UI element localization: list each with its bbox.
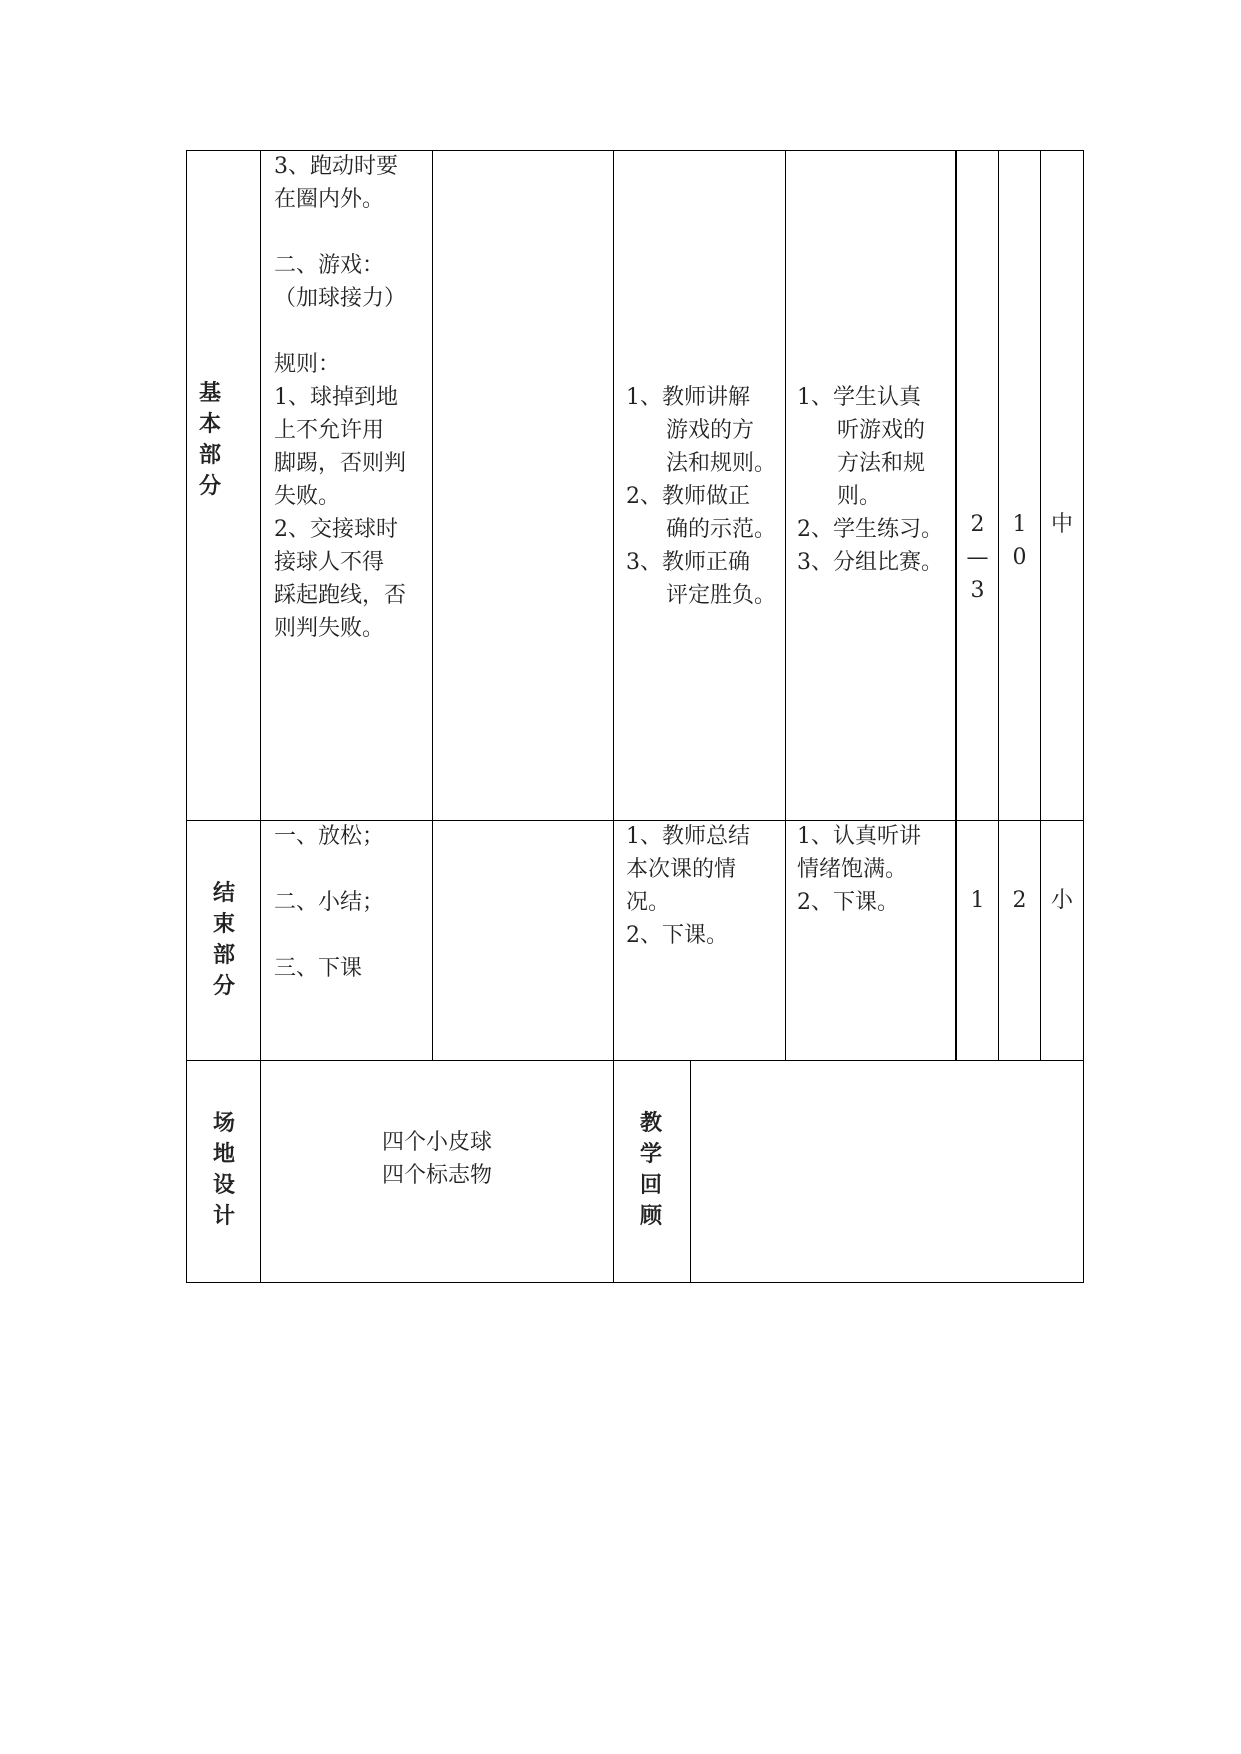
ending-student-cell bbox=[797, 820, 953, 919]
field-design-content bbox=[261, 1126, 613, 1192]
count-char: 3 bbox=[970, 578, 985, 603]
label-char: 地 bbox=[212, 1142, 235, 1167]
col-divider-content bbox=[432, 150, 433, 1061]
student-line: 2、下课。 bbox=[797, 890, 899, 915]
content-line: 失败。 bbox=[274, 484, 341, 509]
label-char: 教 bbox=[639, 1111, 662, 1136]
ending-time bbox=[999, 884, 1040, 917]
teacher-line: 法和规则。 bbox=[666, 451, 777, 476]
label-char: 分 bbox=[198, 474, 221, 499]
time-value: 2 bbox=[1012, 888, 1027, 913]
content-line: 3、跑动时要 bbox=[274, 154, 398, 179]
field-line: 四个小皮球 bbox=[381, 1130, 492, 1155]
ending-intensity bbox=[1041, 884, 1083, 917]
teaching-review-label bbox=[627, 1108, 675, 1232]
ending-count bbox=[957, 884, 998, 917]
basic-content-cell bbox=[274, 150, 430, 645]
count-char: 2 bbox=[970, 512, 985, 537]
time-char: 0 bbox=[1012, 545, 1027, 570]
content-line bbox=[274, 919, 430, 952]
basic-section-label bbox=[186, 378, 234, 502]
label-char: 分 bbox=[212, 974, 235, 999]
content-line: 三、下课 bbox=[274, 956, 363, 981]
col-divider-count bbox=[998, 150, 999, 1061]
ending-content-cell bbox=[274, 820, 430, 985]
content-line: 2、交接球时 bbox=[274, 517, 398, 542]
teacher-line: 2、教师做正 bbox=[626, 484, 750, 509]
label-char: 设 bbox=[212, 1173, 235, 1198]
label-char: 顾 bbox=[639, 1204, 662, 1229]
col-divider-label bbox=[260, 150, 261, 1283]
label-char: 学 bbox=[639, 1142, 662, 1167]
student-line: 方法和规 bbox=[837, 451, 926, 476]
content-line: 二、小结； bbox=[274, 890, 385, 915]
teacher-line: 况。 bbox=[626, 890, 671, 915]
student-line: 1、学生认真 bbox=[797, 385, 921, 410]
content-line: 脚踢，否则判 bbox=[274, 451, 407, 476]
label-char: 结 bbox=[212, 881, 235, 906]
basic-intensity bbox=[1041, 508, 1083, 541]
basic-count bbox=[957, 508, 998, 607]
content-line bbox=[274, 853, 430, 886]
basic-teacher-cell bbox=[626, 381, 784, 612]
label-char: 基 bbox=[198, 381, 221, 406]
col-divider-time bbox=[1040, 150, 1041, 1061]
content-line: （加球接力） bbox=[274, 286, 407, 311]
row-divider-ending-field bbox=[186, 1060, 1084, 1061]
count-char: — bbox=[966, 545, 989, 570]
content-line: 踩起跑线，否 bbox=[274, 583, 407, 608]
col-divider-blank bbox=[613, 150, 614, 1283]
teacher-line: 1、教师总结 bbox=[626, 824, 750, 849]
table-border-bottom bbox=[186, 1282, 1084, 1283]
field-line: 四个标志物 bbox=[381, 1163, 492, 1188]
label-char: 部 bbox=[198, 443, 221, 468]
teaching-review-content bbox=[700, 1070, 1075, 1103]
label-char: 部 bbox=[212, 943, 235, 968]
content-line: 一、放松； bbox=[274, 824, 385, 849]
content-line bbox=[274, 315, 430, 348]
teacher-line: 2、下课。 bbox=[626, 923, 728, 948]
basic-time bbox=[999, 508, 1040, 574]
content-line: 二、游戏： bbox=[274, 253, 385, 278]
label-char: 场 bbox=[212, 1111, 235, 1136]
student-line: 1、认真听讲 bbox=[797, 824, 921, 849]
student-line: 2、学生练习。 bbox=[797, 517, 943, 542]
label-char: 回 bbox=[639, 1173, 662, 1198]
content-line: 1、球掉到地 bbox=[274, 385, 398, 410]
student-line: 听游戏的 bbox=[837, 418, 926, 443]
intensity-value: 中 bbox=[1050, 512, 1073, 537]
teacher-line: 3、教师正确 bbox=[626, 550, 750, 575]
student-line: 情绪饱满。 bbox=[797, 857, 908, 882]
basic-student-cell bbox=[797, 381, 953, 579]
ending-teacher-cell bbox=[626, 820, 784, 952]
ending-section-label bbox=[200, 878, 248, 1002]
teacher-line: 本次课的情 bbox=[626, 857, 737, 882]
label-char: 本 bbox=[198, 412, 221, 437]
content-line: 则判失败。 bbox=[274, 616, 385, 641]
student-line: 则。 bbox=[837, 484, 882, 509]
label-char: 束 bbox=[212, 912, 235, 937]
count-value: 1 bbox=[970, 888, 985, 913]
label-char: 计 bbox=[212, 1204, 235, 1229]
teacher-line: 确的示范。 bbox=[666, 517, 777, 542]
field-design-label bbox=[200, 1108, 248, 1232]
content-line: 接球人不得 bbox=[274, 550, 385, 575]
table-border-left bbox=[186, 150, 187, 1283]
student-line: 3、分组比赛。 bbox=[797, 550, 943, 575]
content-line bbox=[274, 216, 430, 249]
content-line: 上不允许用 bbox=[274, 418, 385, 443]
col-divider-review-label bbox=[690, 1060, 691, 1283]
content-line: 在圈内外。 bbox=[274, 187, 385, 212]
table-border-right bbox=[1083, 150, 1084, 1283]
intensity-value: 小 bbox=[1050, 888, 1073, 913]
col-divider-teacher bbox=[785, 150, 786, 1061]
teacher-line: 1、教师讲解 bbox=[626, 385, 750, 410]
teacher-line: 评定胜负。 bbox=[666, 583, 777, 608]
time-char: 1 bbox=[1012, 512, 1027, 537]
content-line: 规则： bbox=[274, 352, 341, 377]
teacher-line: 游戏的方 bbox=[666, 418, 755, 443]
